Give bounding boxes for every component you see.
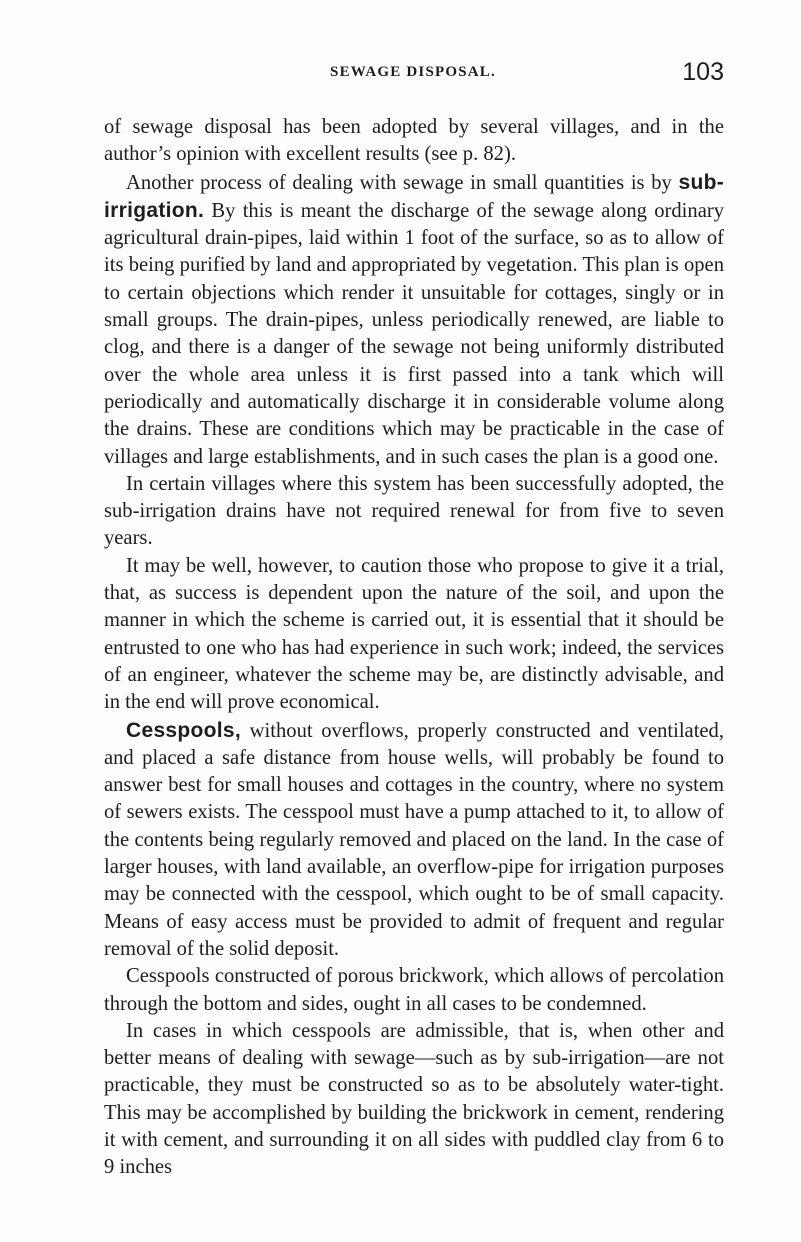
paragraph-text: without overflows, properly constructed and ventilated, and placed a safe distance from house wells, will probably be found to answer best for small houses and cottages in the country, where no system of sewers exists. The cesspool must have a pump attached to it, to allow of the contents being regularly removed and placed on the land. In the case of larger houses, with land available, an overflow-pipe for irrigation purposes may be connected with the cesspool, which ought to be of small capacity. Means of easy access must be provided to admit of frequent and regular removal of the solid deposit. — [104, 719, 724, 960]
paragraph-cesspools — [104, 717, 724, 964]
body-text — [104, 114, 724, 1182]
paragraph-text: Another process of dealing with sewage in small quantities is by — [126, 171, 679, 194]
paragraph-text-after: By this is meant the discharge of the sewage along ordinary agricultural drain-pipes, laid within 1 foot of the surface, so as to allow of its being purified by land and appropriated by vegetation. This plan is open to certain objections which render it unsuitable for cottages, singly or in small groups. The drain-pipes, unless periodically renewed, are liable to clog, and there is a danger of the sewage not being uniformly distributed over the whole area unless it is first passed into a tank which will periodically and automatically discharge it in considerable volume along the drains. These are conditions which may be practicable in the case of villages and large establishments, and in such cases the plan is a good one. — [104, 199, 724, 468]
running-head — [102, 58, 724, 92]
paragraph-text: Cesspools constructed of porous brickwork, which allows of percolation through the bottom and sides, ought in all cases to be condemned. — [104, 965, 724, 1015]
paragraph-continuation — [104, 114, 724, 169]
inline-term-sub-irrigation: sub-irrigation. — [104, 170, 724, 222]
page-number: 103 — [682, 58, 724, 86]
paragraph-sub-irrigation — [104, 169, 724, 471]
paragraph-villages — [104, 471, 724, 553]
paragraph-text: In certain villages where this system has been successfully adopted, the sub-irrigation drains have not required renewal for from five to seven years. — [104, 472, 724, 550]
paragraph-porous-brickwork — [104, 963, 724, 1018]
paragraph-text: In cases in which cesspools are admissible, that is, when other and better means of dealing with sewage—such as by sub-irrigation—are not practicable, they must be constructed so as to be absolutely water-tight. This may be accomplished by building the brickwork in cement, rendering it with cement, and surrounding it on all sides with puddled clay from 6 to 9 inches — [104, 1019, 724, 1179]
paragraph-text: of sewage disposal has been adopted by several villages, and in the author’s opinion with excellent results (see p. 82). — [104, 116, 724, 166]
paragraph-water-tight — [104, 1018, 724, 1182]
paragraph-caution — [104, 553, 724, 717]
paragraph-text: It may be well, however, to caution those who propose to give it a trial, that, as success is dependent upon the nature of the soil, and upon the manner in which the scheme is carried out, it is essential that it should be entrusted to one who has had experience in such work; indeed, the services of an engineer, whatever the scheme may be, are distinctly advisable, and in the end will prove economical. — [104, 554, 724, 714]
running-title: SEWAGE DISPOSAL. — [330, 64, 496, 80]
headword-cesspools: Cesspools, — [126, 718, 242, 742]
